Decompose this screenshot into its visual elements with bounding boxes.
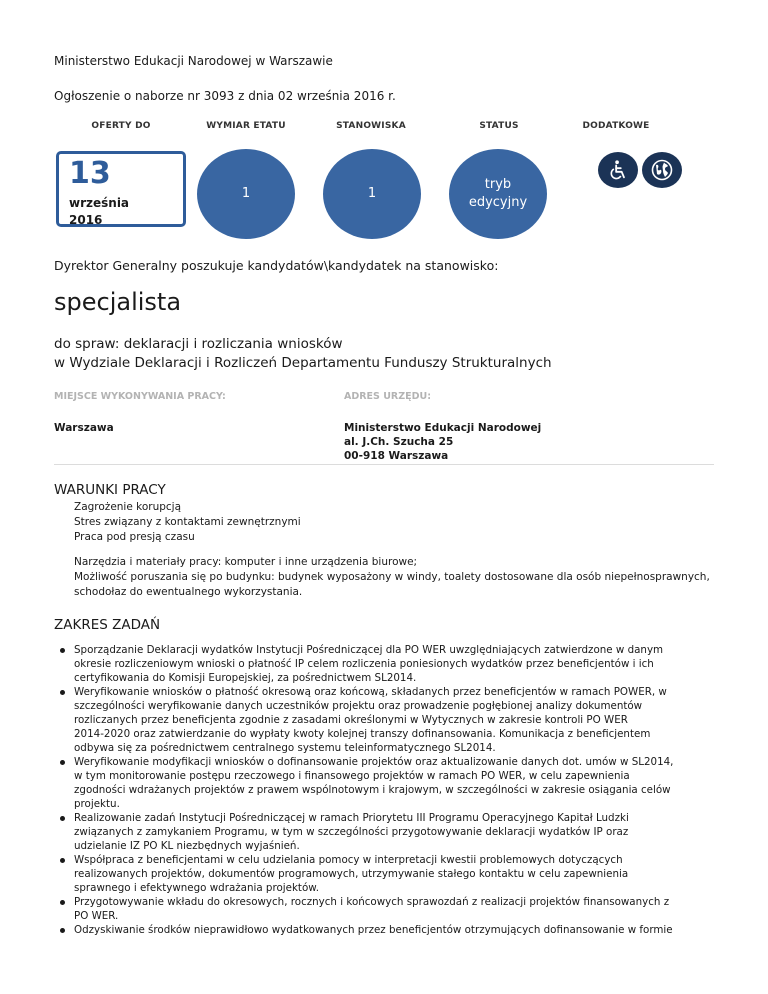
task-line: Weryfikowanie modyfikacji wniosków o dofinansowanie projektów oraz aktualizowanie danych dot. umów w SL2014, — [74, 756, 674, 768]
place-label: MIEJSCE WYKONYWANIA PRACY: — [54, 391, 226, 402]
list-item — [58, 685, 718, 755]
condition-item: Praca pod presją czasu — [74, 531, 195, 543]
label-positions: STANOWISKA — [336, 121, 406, 131]
task-line: Realizowanie zadań Instytucji Pośredniczącej w ramach Priorytetu III Programu Operacyjnego Kapitał Ludzki — [74, 812, 629, 824]
task-line: szczególności weryfikowanie danych uczestników projektu oraz prowadzenie pogłębionej analizy dokumentów — [74, 700, 643, 712]
address-line: al. J.Ch. Szucha 25 — [344, 436, 454, 448]
task-line: związanych z zamykaniem Programu, w tym w szczególności przygotowywanie deklaracji wydatków IP oraz — [74, 826, 629, 838]
place-value: Warszawa — [54, 422, 114, 434]
task-line: sprawnego i efektywnego wdrażania projektów. — [74, 882, 320, 894]
list-item — [58, 853, 718, 895]
tasks-list — [58, 643, 718, 937]
condition-item: Zagrożenie korupcją — [74, 501, 182, 513]
address-line: 00-918 Warszawa — [344, 450, 449, 462]
divider — [54, 464, 714, 465]
list-item — [58, 923, 718, 937]
workload-value: 1 — [241, 186, 251, 201]
office-address — [344, 421, 541, 463]
task-line: rozliczanych przez beneficjenta zgodnie z zasadami określonymi w Wytycznych w zakresie kontroli PO WER — [74, 714, 628, 726]
address-line: Ministerstwo Edukacji Narodowej — [344, 422, 542, 434]
tasks-title: ZAKRES ZADAŃ — [54, 617, 161, 633]
task-line: Przygotowywanie wkładu do okresowych, rocznych i końcowych sprawozdań z realizacji projektów finansowanych z — [74, 896, 670, 908]
intro-text: Dyrektor Generalny poszukuje kandydatów\kandydatek na stanowisko: — [54, 258, 499, 273]
deadline-year: 2016 — [69, 213, 103, 227]
condition-note: Możliwość poruszania się po budynku: budynek wyposażony w windy, toalety dostosowane dla osób niepełnosprawnych, — [74, 571, 710, 583]
stats-labels — [54, 121, 714, 135]
task-line: realizowanych projektów, dokumentów programowych, utrzymywanie stałego kontaktu w celu zapewnienia — [74, 868, 629, 880]
task-line: zgodności wdrażanych projektów z prawem wspólnotowym i krajowym, w szczególności w zakresie osiągania celów — [74, 784, 671, 796]
label-offers-until: OFERTY DO — [91, 121, 151, 131]
task-line: PO WER. — [74, 910, 119, 922]
wheelchair-icon — [598, 152, 638, 188]
list-item — [58, 643, 718, 685]
positions-circle — [323, 149, 421, 239]
announcement-line: Ogłoszenie o naborze nr 3093 z dnia 02 września 2016 r. — [54, 89, 396, 103]
task-line: projektu. — [74, 798, 120, 810]
position-scope: do spraw: deklaracji i rozliczania wniosków — [54, 336, 343, 352]
conditions-list — [74, 500, 301, 545]
task-line: Współpraca z beneficjentami w celu udzielania pomocy w interpretacji kwestii problemowych dotyczących — [74, 854, 623, 866]
status-value: tryb edycyjny — [468, 177, 528, 210]
conditions-notes — [74, 555, 710, 600]
workload-circle — [197, 149, 295, 239]
list-item — [58, 811, 718, 853]
ministry-name: Ministerstwo Edukacji Narodowej w Warszawie — [54, 54, 333, 68]
task-line: odbywa się za pośrednictwem centralnego systemu teleinformatycznego SL2014. — [74, 742, 496, 754]
address-label: ADRES URZĘDU: — [344, 391, 431, 402]
task-line: certyfikowania do Komisji Europejskiej, za pośrednictwem SL2014. — [74, 672, 417, 684]
position-unit: w Wydziale Deklaracji i Rozliczeń Departamentu Funduszy Strukturalnych — [54, 355, 552, 371]
list-item — [58, 755, 718, 811]
label-workload: WYMIAR ETATU — [206, 121, 286, 131]
condition-note: schodołaz do ewentualnego wykorzystania. — [74, 586, 303, 598]
condition-item: Stres związany z kontaktami zewnętrznymi — [74, 516, 301, 528]
task-line: udzielanie IZ PO KL niezbędnych wyjaśnień. — [74, 840, 300, 852]
position-title: specjalista — [54, 288, 182, 316]
label-extra: DODATKOWE — [582, 121, 650, 131]
label-status: STATUS — [479, 121, 519, 131]
condition-note: Narzędzia i materiały pracy: komputer i inne urządzenia biurowe; — [74, 556, 418, 568]
deadline-month: września — [69, 196, 130, 210]
task-line: Weryfikowanie wniosków o płatność okresową oraz końcową, składanych przez beneficjentów w ramach POWER, w — [74, 686, 667, 698]
task-line: Sporządzanie Deklaracji wydatków Instytucji Pośredniczącej dla PO WER uwzględniających zatwierdzone w danym — [74, 644, 664, 656]
positions-value: 1 — [367, 186, 377, 201]
list-item — [58, 895, 718, 923]
status-circle — [449, 149, 547, 239]
conditions-title: WARUNKI PRACY — [54, 482, 166, 498]
task-line: Odzyskiwanie środków nieprawidłowo wydatkowanych przez beneficjentów otrzymujących dofinansowanie w formie — [74, 924, 673, 936]
deadline-day: 13 — [69, 156, 111, 191]
globe-icon — [642, 152, 682, 188]
task-line: w tym monitorowanie postępu rzeczowego i finansowego projektów w ramach PO WER, w celu zapewnienia — [74, 770, 630, 782]
deadline-box — [56, 151, 186, 227]
task-line: okresie rozliczeniowym wnioski o płatność IP celem rozliczenia poniesionych wydatków przez beneficjentów i ich — [74, 658, 654, 670]
task-line: 2014-2020 oraz zatwierdzanie do wypłaty kwoty kolejnej transzy dofinansowania. Komunikacja z beneficjentem — [74, 728, 651, 740]
